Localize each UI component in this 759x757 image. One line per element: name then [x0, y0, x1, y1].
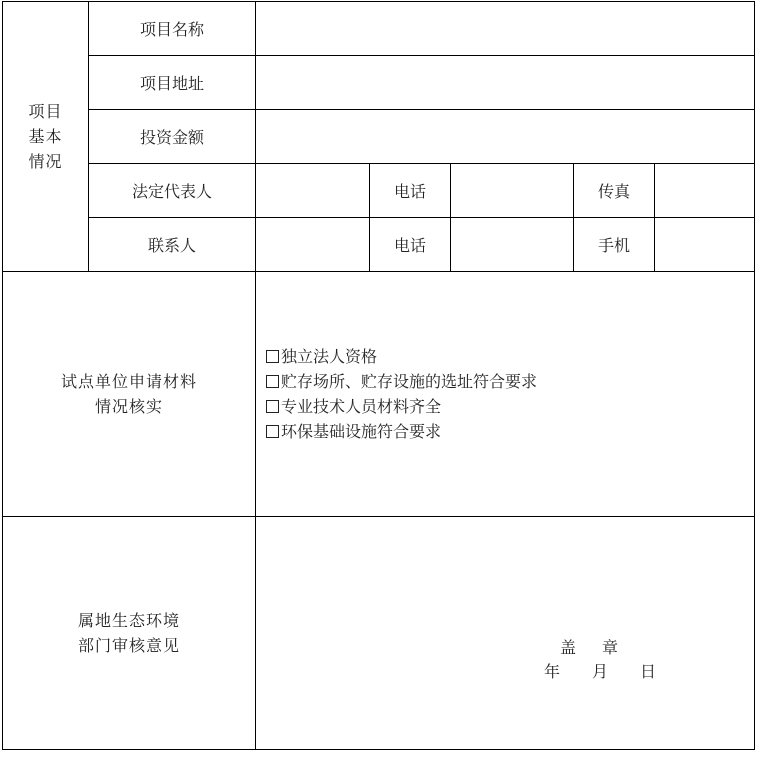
date-day-char: 日 — [640, 662, 657, 681]
check-item-label: 贮存场所、贮存设施的选址符合要求 — [281, 372, 538, 391]
check-item[interactable] — [266, 394, 754, 419]
legal-rep-value[interactable] — [256, 164, 370, 218]
check-item[interactable] — [266, 344, 754, 369]
legal-rep-phone-label: 电话 — [370, 164, 451, 218]
contact-value[interactable] — [256, 218, 370, 272]
seal-char: 章 — [602, 638, 619, 657]
checkbox-icon[interactable] — [266, 400, 279, 413]
material-check-section-label: 试点单位申请材料 情况核实 — [3, 272, 256, 517]
review-section-label: 属地生态环境 部门审核意见 — [3, 517, 256, 750]
project-name-value[interactable] — [256, 2, 755, 56]
check-item[interactable] — [266, 369, 754, 394]
investment-amount-value[interactable] — [256, 110, 755, 164]
contact-phone-value[interactable] — [451, 218, 574, 272]
project-name-label: 项目名称 — [89, 2, 256, 56]
basic-info-section-label: 项目 基本 情况 — [3, 2, 89, 272]
contact-label: 联系人 — [89, 218, 256, 272]
material-check-list — [256, 272, 755, 517]
checkbox-icon[interactable] — [266, 375, 279, 388]
project-address-value[interactable] — [256, 56, 755, 110]
check-item[interactable] — [266, 419, 754, 444]
check-item-label: 独立法人资格 — [281, 347, 378, 366]
legal-rep-phone-value[interactable] — [451, 164, 574, 218]
legal-rep-label: 法定代表人 — [89, 164, 256, 218]
date-line — [544, 659, 656, 682]
seal-char: 盖 — [560, 638, 577, 657]
investment-amount-label: 投资金额 — [89, 110, 256, 164]
seal-line — [560, 635, 618, 658]
mobile-label: 手机 — [574, 218, 655, 272]
application-form-table — [2, 1, 755, 750]
check-item-label: 环保基础设施符合要求 — [281, 422, 442, 441]
review-opinion-area[interactable] — [256, 517, 755, 750]
contact-phone-label: 电话 — [370, 218, 451, 272]
date-year-char: 年 — [544, 662, 561, 681]
checkbox-icon[interactable] — [266, 425, 279, 438]
check-item-label: 专业技术人员材料齐全 — [281, 397, 442, 416]
checkbox-icon[interactable] — [266, 350, 279, 363]
mobile-value[interactable] — [655, 218, 755, 272]
fax-value[interactable] — [655, 164, 755, 218]
date-month-char: 月 — [592, 662, 609, 681]
fax-label: 传真 — [574, 164, 655, 218]
project-address-label: 项目地址 — [89, 56, 256, 110]
